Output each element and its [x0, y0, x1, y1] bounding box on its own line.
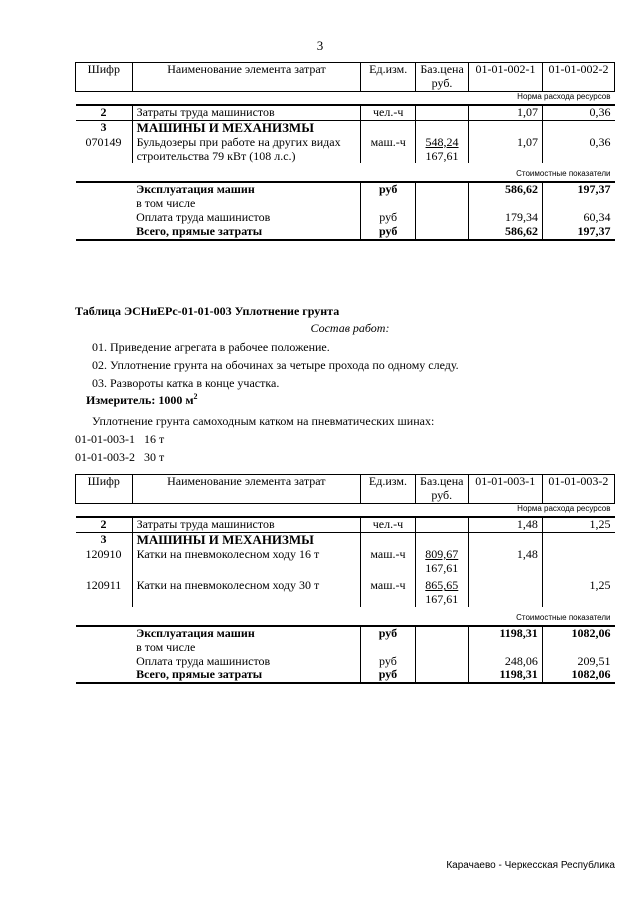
composition-heading: Состав работ: [310, 321, 390, 335]
row-price [415, 626, 468, 641]
row-value-a: 1,07 [469, 136, 543, 164]
row-value-a: 586,62 [469, 182, 543, 197]
table-header-row [76, 475, 615, 504]
header-col-a: 01-01-003-1 [468, 475, 542, 504]
table-row [76, 517, 615, 532]
table-row [76, 641, 615, 655]
table-row [76, 655, 615, 669]
row-price [415, 641, 468, 655]
row-value-a [468, 532, 542, 547]
table-row [76, 182, 615, 197]
cost-table-1 [75, 62, 615, 241]
row-value-a [469, 197, 543, 211]
norm-label: Норма расхода ресурсов [517, 92, 611, 101]
row-code [76, 641, 133, 655]
page-number: 3 [316, 38, 324, 53]
row-value-a: 179,34 [469, 211, 543, 225]
work-description: Уплотнение грунта самоходным катком на пневматических шинах: [92, 414, 435, 428]
header-name: Наименование элемента затрат [132, 63, 361, 92]
footer-region: Карачаево - Черкесская Республика [446, 860, 615, 871]
row-code [76, 197, 133, 211]
row-name: Эксплуатация машин [132, 182, 361, 197]
table-row [76, 120, 615, 135]
row-value-a [469, 120, 543, 135]
row-unit: руб [361, 668, 416, 683]
row-value-b: 1,25 [542, 517, 614, 532]
row-code [76, 668, 133, 683]
row-unit [361, 120, 416, 135]
row-price [416, 182, 469, 197]
row-price [416, 120, 469, 135]
table-header-row [76, 63, 615, 92]
row-value-b [542, 532, 614, 547]
price-machine: 809,67 [425, 546, 459, 561]
row-value-b: 209,51 [542, 655, 614, 669]
row-name: Катки на пневмоколесном ходу 30 т [132, 575, 361, 607]
row-value-a: 1198,31 [468, 626, 542, 641]
norm-label-row [76, 504, 615, 518]
meter-superscript: 2 [193, 392, 198, 401]
variant-1: 01-01-003-1 16 т [75, 432, 165, 446]
table-row [76, 548, 615, 576]
step-2: 02. Уплотнение грунта на обочинах за четыре прохода по одному следу. [92, 358, 459, 372]
header-base-price: Баз.цена руб. [416, 63, 469, 92]
meter-text: Измеритель: 1000 м [86, 393, 194, 407]
row-code: 3 [76, 120, 133, 135]
row-value-b: 60,34 [542, 211, 614, 225]
row-name: в том числе [136, 639, 196, 654]
row-name: Эксплуатация машин [132, 626, 361, 641]
cost-label-row [76, 607, 615, 626]
price-labor: 167,61 [425, 560, 459, 575]
row-price [416, 211, 469, 225]
row-unit [361, 641, 416, 655]
header-base-price: Баз.цена руб. [415, 475, 468, 504]
row-value-b [542, 120, 614, 135]
cost-label: Стоимостные показатели [516, 169, 611, 179]
row-code: 120911 [85, 578, 122, 593]
row-value-a: 1198,31 [468, 668, 542, 683]
table-title: Таблица ЭСНиЕРс-01-01-003 Уплотнение грунта [75, 304, 340, 318]
row-unit: маш.-ч [361, 548, 416, 576]
table-row [76, 211, 615, 225]
row-name: Катки на пневмоколесном ходу 16 т [132, 548, 361, 576]
table-row [76, 225, 615, 240]
cost-label-row [76, 163, 615, 182]
row-unit: руб [361, 655, 416, 669]
table-row [76, 136, 615, 164]
row-unit [361, 197, 416, 211]
norm-label-row [76, 92, 615, 106]
row-price [415, 532, 468, 547]
row-unit: чел.-ч [361, 105, 416, 120]
cost-label: Стоимостные показатели [516, 612, 611, 622]
row-value-b [542, 641, 614, 655]
row-value-b: 197,37 [542, 225, 614, 240]
section-title: МАШИНЫ И МЕХАНИЗМЫ [132, 120, 361, 135]
table-row [76, 197, 615, 211]
header-code: Шифр [76, 63, 133, 92]
row-code: 2 [76, 105, 133, 120]
step-3: 03. Развороты катка в конце участка. [92, 376, 280, 390]
header-unit: Ед.изм. [361, 63, 416, 92]
header-col-b: 01-01-002-2 [542, 63, 614, 92]
row-unit: руб [361, 626, 416, 641]
row-code: 2 [76, 517, 133, 532]
table-row [76, 532, 615, 547]
row-name: Всего, прямые затраты [132, 225, 361, 240]
row-value-a: 1,48 [468, 548, 542, 576]
row-value-a: 1,48 [468, 517, 542, 532]
header-col-b: 01-01-003-2 [542, 475, 614, 504]
row-name: Бульдозеры при работе на других видах строительства 79 кВт (108 л.с.) [132, 136, 361, 164]
table-row [76, 626, 615, 641]
row-price [415, 668, 468, 683]
header-code: Шифр [76, 475, 133, 504]
row-value-b [542, 548, 614, 576]
row-value-a: 586,62 [469, 225, 543, 240]
row-price [416, 197, 469, 211]
row-price [416, 225, 469, 240]
row-code: 070149 [85, 134, 122, 149]
row-unit [361, 532, 416, 547]
header-name: Наименование элемента затрат [132, 475, 361, 504]
row-price [415, 575, 468, 607]
row-unit: руб [361, 182, 416, 197]
price-machine: 865,65 [425, 578, 459, 593]
row-unit: маш.-ч [361, 575, 416, 607]
row-name: Затраты труда машинистов [132, 105, 361, 120]
row-value-a [468, 575, 542, 607]
row-price [416, 105, 469, 120]
row-value-b: 0,36 [542, 105, 614, 120]
table-row [76, 575, 615, 607]
row-value-b: 1082,06 [542, 626, 614, 641]
row-value-b: 1082,06 [542, 668, 614, 683]
row-value-a: 248,06 [468, 655, 542, 669]
table-row [76, 668, 615, 683]
row-value-b: 1,25 [542, 575, 614, 607]
section-title: МАШИНЫ И МЕХАНИЗМЫ [132, 532, 361, 547]
variant-2: 01-01-003-2 30 т [75, 450, 165, 464]
row-code: 120910 [85, 546, 122, 561]
step-1: 01. Приведение агрегата в рабочее положение. [92, 340, 330, 354]
cost-table-2 [75, 474, 615, 684]
row-unit: руб [361, 225, 416, 240]
row-name: Затраты труда машинистов [132, 517, 361, 532]
row-price [415, 548, 468, 576]
meter-label [86, 392, 198, 408]
price-labor: 167,61 [425, 148, 459, 163]
row-name: Оплата труда машинистов [136, 209, 271, 224]
header-unit: Ед.изм. [361, 475, 416, 504]
table-row [76, 105, 615, 120]
row-code: 3 [76, 532, 133, 547]
row-code [76, 225, 133, 240]
row-code [76, 182, 133, 197]
row-value-b: 0,36 [542, 136, 614, 164]
row-code [76, 655, 133, 669]
row-price [415, 517, 468, 532]
row-value-a [468, 641, 542, 655]
row-value-b [542, 197, 614, 211]
row-value-b: 197,37 [542, 182, 614, 197]
norm-label: Норма расхода ресурсов [517, 504, 611, 513]
row-price [415, 655, 468, 669]
row-unit: руб [361, 211, 416, 225]
row-name: в том числе [136, 196, 196, 211]
row-unit: маш.-ч [361, 136, 416, 164]
row-price [416, 136, 469, 164]
price-labor: 167,61 [425, 592, 459, 607]
row-name: Всего, прямые затраты [132, 668, 361, 683]
row-name: Оплата труда машинистов [136, 653, 271, 668]
row-value-a: 1,07 [469, 105, 543, 120]
header-col-a: 01-01-002-1 [469, 63, 543, 92]
row-code [76, 211, 133, 225]
row-unit: чел.-ч [361, 517, 416, 532]
row-code [76, 626, 133, 641]
price-machine: 548,24 [425, 134, 459, 149]
